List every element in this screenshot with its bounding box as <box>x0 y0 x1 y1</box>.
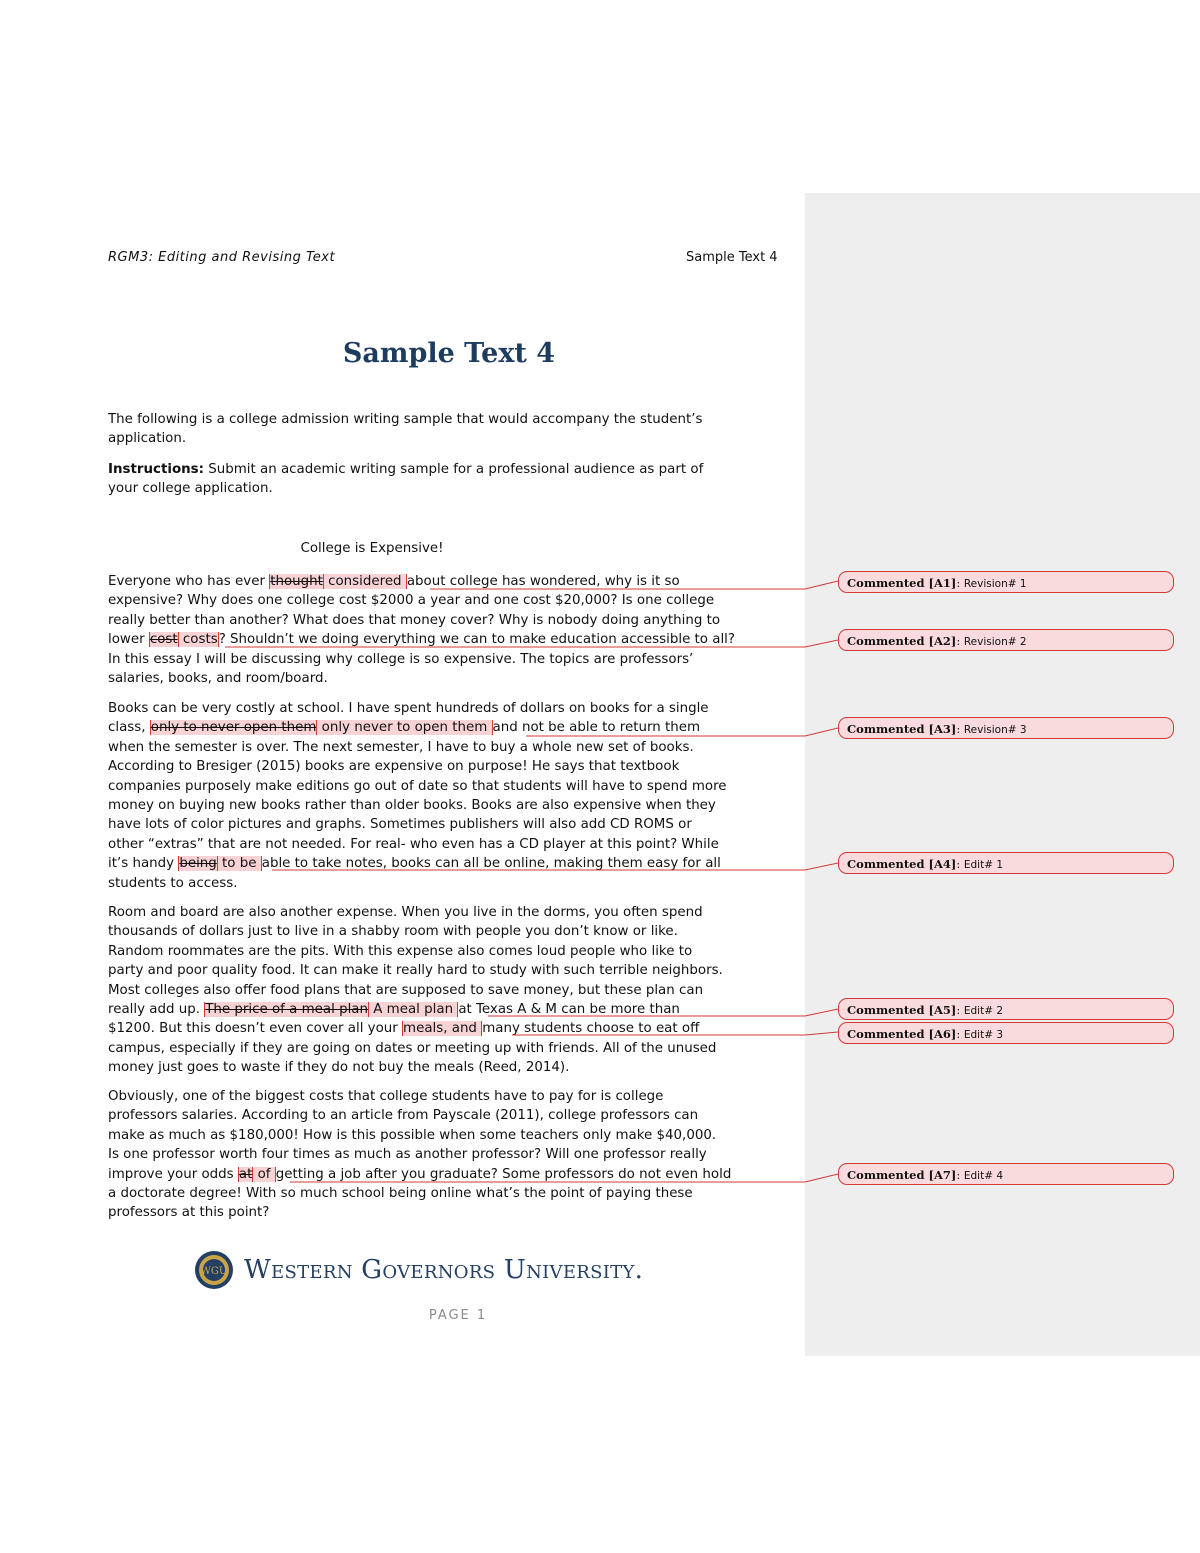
comment-author: Commented [A4] <box>847 857 957 871</box>
inserted-text: meals, and <box>403 1021 482 1037</box>
intro-line: application. <box>108 431 187 447</box>
text-line: Room and board are also another expense. When you live in the dorms, you often spend <box>108 905 703 920</box>
text-line: expensive? Why does one college cost $2000 a year and one cost $20,000? Is one college <box>108 593 715 609</box>
text-line: make as much as $180,000! How is this possible when some teachers only make $40,000. <box>108 1127 717 1143</box>
comment-text: Revision# 2 <box>963 636 1027 648</box>
comment-text: Revision# 3 <box>963 724 1027 736</box>
comment-balloon-a1[interactable]: Commented [A1]: Revision# 1 <box>838 571 1174 593</box>
text-line: Most colleges also offer food plans that are supposed to save money, but these plan can <box>108 982 704 998</box>
text-run: getting a job after you graduate? Some professors do not even hold <box>275 1166 732 1182</box>
inserted-text: to be <box>217 856 261 872</box>
comment-author: Commented [A1] <box>847 576 957 590</box>
comment-balloon-a3[interactable]: Commented [A3]: Revision# 3 <box>838 717 1174 739</box>
text-run: class, <box>108 720 150 736</box>
text-run: and not be able to return them <box>492 720 701 736</box>
text-run: at Texas A & M can be more than <box>458 1001 680 1017</box>
leader-line-a1 <box>430 581 838 589</box>
wgu-logo <box>194 1250 643 1290</box>
text-line: students to access. <box>108 875 238 891</box>
comment-balloon-a5[interactable]: Commented [A5]: Edit# 2 <box>838 998 1174 1020</box>
logo-wordmark: Western Governors University. <box>244 1255 644 1285</box>
text-line: professors at this point? <box>108 1205 270 1221</box>
deleted-text: only to never open them <box>150 720 317 736</box>
text-line: Random roommates are the pits. With this expense also comes loud people who like to <box>108 943 693 959</box>
page-number: PAGE 1 <box>428 1308 488 1323</box>
inserted-text: costs <box>178 632 218 648</box>
text-run: improve your odds <box>108 1166 238 1182</box>
header-course: RGM3: Editing and Revising Text <box>108 250 336 265</box>
inserted-text: A meal plan <box>369 1001 458 1017</box>
inserted-text: of <box>253 1166 275 1182</box>
comment-text: Edit# 4 <box>963 1170 1004 1182</box>
text-run: many students choose to eat off <box>482 1021 700 1037</box>
leader-line-a5 <box>488 1009 838 1016</box>
deleted-text: thought <box>270 574 323 589</box>
text-run: about college has wondered, why is it so <box>406 574 680 589</box>
inserted-text: only never to open them <box>317 720 492 736</box>
text-line: money just goes to waste if they do not buy the meals (Reed, 2014). <box>108 1060 570 1076</box>
text-line: According to Bresiger (2015) books are expensive on purpose! He says that textbook <box>108 759 680 775</box>
instructions-text: your college application. <box>108 481 273 497</box>
deleted-text: The price of a meal plan <box>205 1001 368 1017</box>
text-run: Everyone who has ever <box>108 574 270 589</box>
comment-balloon-a7[interactable]: Commented [A7]: Edit# 4 <box>838 1163 1174 1185</box>
comment-text: Edit# 3 <box>963 1029 1004 1041</box>
text-run: lower <box>108 632 149 648</box>
text-line: salaries, books, and room/board. <box>108 670 328 686</box>
text-line: companies purposely make editions go out of date so that students will have to spend more <box>108 778 727 794</box>
text-line: party and poor quality food. It can make it really hard to study with such terrible neighbors. <box>108 963 723 979</box>
text-line: a doctorate degree! With so much school being online what’s the point of paying these <box>108 1185 693 1201</box>
leader-line-a2 <box>225 640 838 647</box>
text-line: campus, especially if they are going on dates or meeting up with friends. All of the unused <box>108 1040 717 1056</box>
text-run: it’s handy <box>108 856 179 872</box>
text-line: when the semester is over. The next semester, I have to buy a whole new set of books. <box>108 739 694 755</box>
comment-text: Edit# 2 <box>963 1005 1004 1017</box>
essay-title: College is Expensive! <box>300 541 444 556</box>
text-line: other “extras” that are not needed. For real- who even has a CD player at this point? While <box>108 836 719 852</box>
instructions-label: Instructions: <box>108 462 205 477</box>
text-line: In this essay I will be discussing why college is so expensive. The topics are professors’ <box>108 651 694 667</box>
svg-text:WGU: WGU <box>200 1266 228 1277</box>
comment-author: Commented [A6] <box>847 1027 957 1041</box>
deleted-text: cost <box>149 632 178 648</box>
text-line: thousands of dollars just to live in a shabby room with people you don’t know or like. <box>108 924 678 940</box>
comment-author: Commented [A7] <box>847 1168 957 1182</box>
instructions-text: Submit an academic writing sample for a professional audience as part of <box>204 462 704 477</box>
leader-line-a6 <box>512 1032 838 1035</box>
text-line: Books can be very costly at school. I have spent hundreds of dollars on books for a single <box>108 701 709 716</box>
text-line: have lots of color pictures and graphs. Sometimes publishers will also add CD ROMS or <box>108 817 692 833</box>
text-run: really add up. <box>108 1001 205 1017</box>
comment-balloon-a4[interactable]: Commented [A4]: Edit# 1 <box>838 852 1174 874</box>
leader-line-a7 <box>290 1174 838 1182</box>
text-run: able to take notes, books can all be online, making them easy for all <box>261 856 721 872</box>
wgu-seal-icon <box>194 1250 234 1290</box>
deleted-text: being <box>179 856 217 872</box>
comment-text: Revision# 1 <box>963 578 1027 590</box>
text-run: ? Shouldn’t we doing everything we can to make education accessible to all? <box>218 632 736 648</box>
text-line: Is one professor worth four times as much as another professor? Will one professor really <box>108 1147 707 1163</box>
comment-balloon-a2[interactable]: Commented [A2]: Revision# 2 <box>838 629 1174 651</box>
text-line: really better than another? What does that money cover? Why is nobody doing anything to <box>108 612 721 628</box>
comment-balloon-a6[interactable]: Commented [A6]: Edit# 3 <box>838 1022 1174 1044</box>
leader-line-a3 <box>526 728 838 736</box>
comment-text: Edit# 1 <box>963 859 1004 871</box>
text-line: money on buying new books rather than older books. Books are also expensive when they <box>108 797 716 813</box>
inserted-text: considered <box>323 574 406 589</box>
text-run: $1200. But this doesn’t even cover all your <box>108 1021 403 1037</box>
intro-line: The following is a college admission writing sample that would accompany the student’s <box>108 412 703 427</box>
comment-author: Commented [A5] <box>847 1003 957 1017</box>
page-title: Sample Text 4 <box>342 338 556 369</box>
header-doc-name: Sample Text 4 <box>686 250 778 265</box>
leader-line-a4 <box>272 863 838 870</box>
text-line: Obviously, one of the biggest costs that college students have to pay for is college <box>108 1089 664 1104</box>
comment-author: Commented [A3] <box>847 722 957 736</box>
comment-author: Commented [A2] <box>847 634 957 648</box>
text-line: professors salaries. According to an article from Payscale (2011), college professors can <box>108 1108 699 1124</box>
deleted-text: at <box>238 1166 253 1182</box>
